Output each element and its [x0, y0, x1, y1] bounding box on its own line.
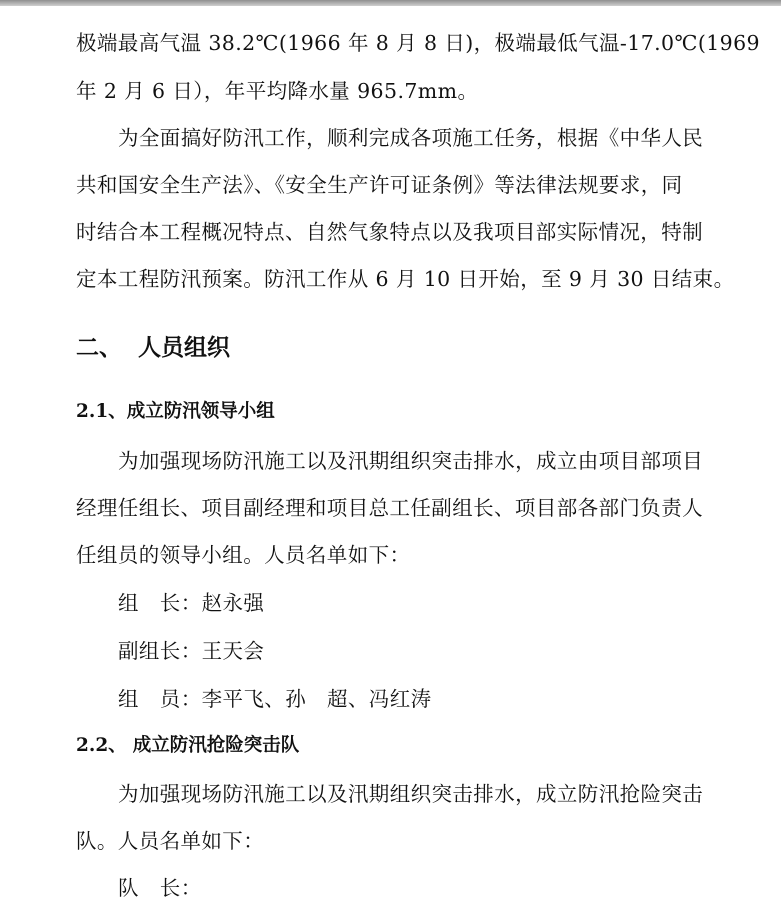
captain-label: 队 长： [118, 876, 202, 900]
section-2-1-para-line-2: 经理任组长、项目副经理和项目总工任副组长、项目部各部门负责人 [76, 496, 703, 520]
section-2-1-para-line-3: 任组员的领导小组。人员名单如下： [76, 543, 411, 567]
climate-line-1: 极端最高气温 38.2℃(1966 年 8 月 8 日)，极端最低气温-17.0℃(1969 [76, 31, 760, 55]
section-2-title: 人员组织 [138, 335, 230, 361]
section-2-2-heading [76, 733, 299, 759]
section-2-2-title: 成立防汛抢险突击队 [132, 735, 300, 756]
members-row [118, 686, 432, 712]
section-2-2-number: 2.2、 [76, 735, 127, 756]
deputy-row [118, 638, 264, 664]
intro-line-2: 共和国安全生产法》、《安全生产许可证条例》等法律法规要求，同 [76, 173, 683, 197]
section-2-1-title: 成立防汛领导小组 [126, 401, 275, 422]
leader-row [118, 590, 264, 616]
intro-line-1: 为全面搞好防汛工作，顺利完成各项施工任务，根据《中华人民 [118, 126, 704, 150]
deputy-value: 王天会 [201, 639, 265, 663]
climate-line-2: 年 2 月 6 日），年平均降水量 965.7mm。 [76, 79, 479, 103]
captain-row [118, 875, 202, 901]
section-2-1-para-line-1: 为加强现场防汛施工以及汛期组织突击排水，成立由项目部项目 [118, 449, 704, 473]
document-page [0, 6, 781, 900]
intro-line-3: 时结合本工程概况特点、自然气象特点以及我项目部实际情况，特制 [76, 220, 703, 244]
section-2-1-heading [76, 399, 275, 425]
section-2-1-number: 2.1、 [76, 401, 127, 422]
members-value: 李平飞、孙 超、冯红涛 [201, 687, 432, 711]
section-2-2-para-line-2: 队。人员名单如下： [76, 829, 265, 853]
leader-value: 赵永强 [201, 591, 265, 615]
section-2-heading [76, 333, 230, 363]
intro-line-4: 定本工程防汛预案。防汛工作从 6 月 10 日开始，至 9 月 30 日结束。 [76, 267, 735, 291]
section-2-2-para-line-1: 为加强现场防汛施工以及汛期组织突击排水，成立防汛抢险突击 [118, 782, 704, 806]
leader-label: 组 长： [118, 591, 202, 615]
members-label: 组 员： [118, 687, 202, 711]
deputy-label: 副组长： [118, 639, 202, 663]
section-2-number: 二、 [76, 335, 122, 361]
